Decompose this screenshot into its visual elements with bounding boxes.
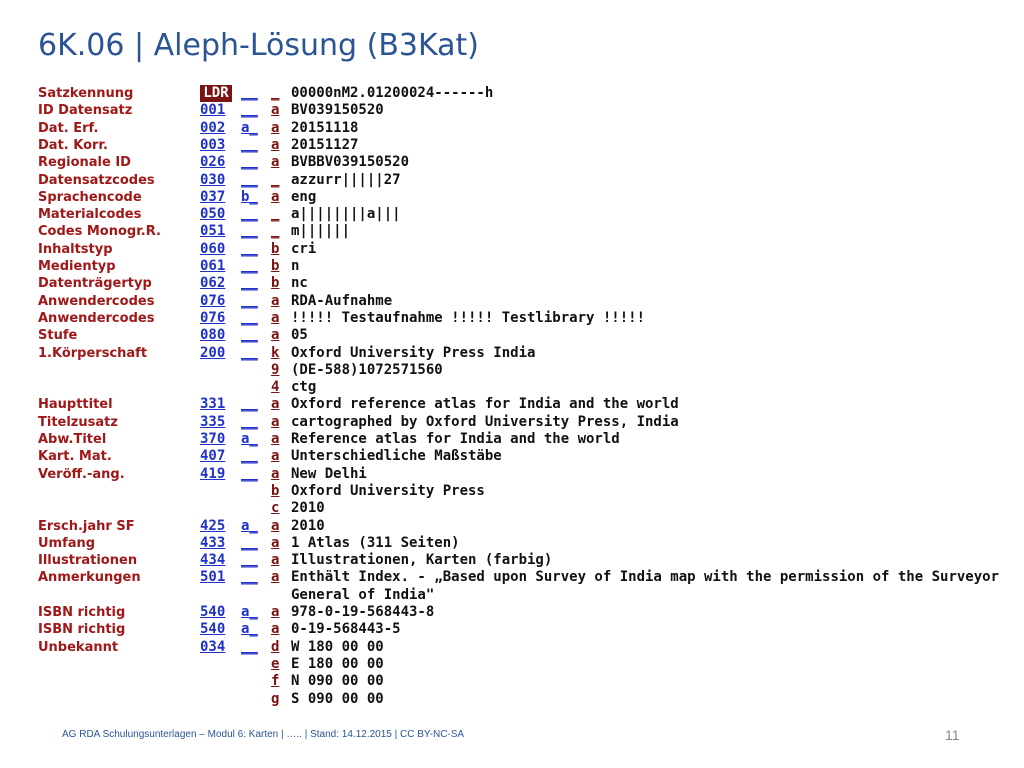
record-row <box>0 621 1024 638</box>
record-row <box>0 120 1024 137</box>
subfield-code-link[interactable]: e <box>271 655 280 672</box>
field-indicator-link[interactable]: __ <box>241 569 258 586</box>
field-tag-link[interactable]: 034 <box>200 638 226 655</box>
field-label: Stufe <box>38 328 78 344</box>
field-label: Regionale ID <box>38 155 131 171</box>
subfield-code-link[interactable]: _ <box>271 85 280 101</box>
field-indicator-link[interactable]: __ <box>241 327 258 344</box>
subfield-code-link[interactable]: a <box>271 517 280 534</box>
field-label: Materialcodes <box>38 207 142 223</box>
record-row <box>0 293 1024 310</box>
record-row <box>0 310 1024 327</box>
field-value: General of India" <box>291 586 435 603</box>
field-indicator-link[interactable]: __ <box>241 154 258 171</box>
field-indicator-link[interactable]: __ <box>241 206 258 223</box>
field-label: Sprachencode <box>38 189 142 205</box>
field-indicator-link[interactable]: a_ <box>241 431 258 447</box>
field-tag-link[interactable]: 026 <box>200 154 226 171</box>
field-tag-link[interactable]: 200 <box>200 344 226 361</box>
subfield-code-link[interactable]: a <box>271 621 280 638</box>
field-tag-link[interactable]: 051 <box>200 223 226 240</box>
field-value: !!!!! Testaufnahme !!!!! Testlibrary !!!!! <box>291 309 646 326</box>
subfield-code-link[interactable]: 9 <box>271 361 280 378</box>
field-indicator-link[interactable]: a_ <box>241 621 258 638</box>
field-label: ISBN richtig <box>38 605 126 620</box>
record-row <box>0 500 1024 517</box>
field-value: E 180 00 00 <box>291 655 384 672</box>
field-indicator-link[interactable]: __ <box>241 258 258 274</box>
subfield-code-link[interactable]: a <box>271 119 280 136</box>
subfield-code-link[interactable]: a <box>271 431 280 447</box>
record-row <box>0 206 1024 223</box>
subfield-code-link[interactable]: c <box>271 500 280 517</box>
field-tag-link[interactable]: 425 <box>200 517 226 534</box>
subfield-code-link[interactable]: a <box>271 465 280 482</box>
field-value: 1 Atlas (311 Seiten) <box>291 534 460 551</box>
field-tag-link[interactable]: 002 <box>200 119 226 136</box>
field-indicator-link[interactable]: __ <box>241 275 258 292</box>
record-row <box>0 483 1024 500</box>
field-label: Medientyp <box>38 259 116 274</box>
field-label: Abw.Titel <box>38 432 107 447</box>
field-value: azzurr|||||27 <box>291 171 401 188</box>
field-value: N 090 00 00 <box>291 673 384 690</box>
record-row <box>0 552 1024 569</box>
field-value: 00000nM2.01200024------h <box>291 85 494 101</box>
field-value: eng <box>291 188 317 205</box>
field-label: Titelzusatz <box>38 414 118 430</box>
record-row <box>0 639 1024 656</box>
page-number: 11 <box>945 727 960 743</box>
subfield-code-link[interactable]: a <box>271 552 280 569</box>
field-value: 20151127 <box>291 136 359 153</box>
record-row <box>0 154 1024 171</box>
field-value: 05 <box>291 327 308 344</box>
record-row <box>0 673 1024 690</box>
field-tag-link[interactable]: 433 <box>200 534 226 551</box>
record-row <box>0 656 1024 673</box>
field-tag-link[interactable]: LDR <box>200 85 232 102</box>
field-tag-link[interactable]: 419 <box>200 465 226 482</box>
slide-footer: AG RDA Schulungsunterlagen – Modul 6: Karten | ….. | Stand: 14.12.2015 | CC BY-NC-SA <box>62 729 465 740</box>
field-label: Inhaltstyp <box>38 241 113 257</box>
field-value: BVBBV039150520 <box>291 154 410 171</box>
record-row <box>0 345 1024 362</box>
field-label: Anmerkungen <box>38 570 141 586</box>
subfield-code-link[interactable]: a <box>271 569 280 586</box>
field-label: Illustrationen <box>38 553 138 569</box>
field-value: ctg <box>291 379 317 396</box>
field-label: Datenträgertyp <box>38 276 152 292</box>
subfield-code-link[interactable]: _ <box>271 223 280 240</box>
subfield-code-link[interactable]: b <box>271 240 280 257</box>
field-value: S 090 00 00 <box>291 690 384 707</box>
subfield-code-link[interactable]: a <box>271 188 280 205</box>
field-value: 0-19-568443-5 <box>291 621 401 638</box>
field-tag-link[interactable]: 050 <box>200 206 226 223</box>
record-row <box>0 172 1024 189</box>
record-row <box>0 379 1024 396</box>
field-indicator-link[interactable]: __ <box>241 309 258 326</box>
field-tag-link[interactable]: 540 <box>200 621 226 638</box>
record-row <box>0 604 1024 621</box>
subfield-code-link[interactable]: k <box>271 344 280 361</box>
record-row <box>0 569 1024 586</box>
subfield-code-link[interactable]: _ <box>271 206 280 223</box>
subfield-code-link[interactable]: 4 <box>271 379 280 396</box>
record-row <box>0 448 1024 465</box>
field-tag-link[interactable]: 076 <box>200 309 226 326</box>
field-value: cartographed by Oxford University Press, India <box>291 413 679 430</box>
subfield-code-link[interactable]: a <box>271 448 280 465</box>
record-row <box>0 396 1024 413</box>
subfield-code-link[interactable]: b <box>271 258 280 274</box>
field-tag-link[interactable]: 501 <box>200 569 226 586</box>
field-value: m|||||| <box>291 223 351 240</box>
field-indicator-link[interactable]: __ <box>241 448 258 465</box>
record-row <box>0 518 1024 535</box>
record-row <box>0 414 1024 431</box>
record-row <box>0 327 1024 344</box>
field-value: a||||||||a||| <box>291 206 401 223</box>
field-tag-link[interactable]: 061 <box>200 258 226 274</box>
subfield-code-link[interactable]: b <box>271 275 280 292</box>
record-row <box>0 137 1024 154</box>
field-indicator-link[interactable]: __ <box>241 102 258 119</box>
record-row <box>0 275 1024 292</box>
field-value: 20151118 <box>291 119 359 136</box>
field-value: Unterschiedliche Maßstäbe <box>291 448 502 465</box>
field-indicator-link[interactable]: __ <box>241 240 258 257</box>
subfield-code-link[interactable]: a <box>271 102 280 119</box>
field-indicator-link[interactable]: __ <box>241 344 258 361</box>
field-value: 2010 <box>291 517 325 534</box>
field-value: BV039150520 <box>291 102 384 119</box>
subfield-code-link[interactable]: a <box>271 136 280 153</box>
slide-title: 6K.06 | Aleph-Lösung (B3Kat) <box>38 28 479 63</box>
subfield-code-link[interactable]: f <box>271 673 280 690</box>
subfield-code-link[interactable]: a <box>271 534 280 551</box>
field-indicator-link[interactable]: __ <box>241 552 258 569</box>
field-label: Dat. Korr. <box>38 137 108 153</box>
field-tag-link[interactable]: 076 <box>200 292 226 309</box>
field-label: ISBN richtig <box>38 622 126 638</box>
record-row <box>0 85 1024 102</box>
record-row <box>0 691 1024 708</box>
field-label: Datensatzcodes <box>38 172 155 188</box>
field-tag-link[interactable]: 037 <box>200 188 226 205</box>
field-tag-link[interactable]: 060 <box>200 240 226 257</box>
field-label: Anwendercodes <box>38 293 155 309</box>
record-row <box>0 535 1024 552</box>
field-value: Oxford University Press <box>291 482 485 499</box>
field-label: Anwendercodes <box>38 310 155 326</box>
record-row <box>0 362 1024 379</box>
subfield-code-link[interactable]: g <box>271 690 280 707</box>
field-indicator-link[interactable]: __ <box>241 465 258 482</box>
field-indicator-link[interactable]: __ <box>241 85 258 101</box>
field-value: (DE-588)1072571560 <box>291 361 443 378</box>
field-indicator-link[interactable]: __ <box>241 413 258 430</box>
field-value: nc <box>291 275 308 292</box>
field-indicator-link[interactable]: __ <box>241 638 258 655</box>
field-tag-link[interactable]: 030 <box>200 171 226 188</box>
field-indicator-link[interactable]: a_ <box>241 604 258 620</box>
subfield-code-link[interactable]: d <box>271 638 280 655</box>
field-indicator-link[interactable]: b_ <box>241 188 258 205</box>
subfield-code-link[interactable]: a <box>271 309 280 326</box>
field-tag-link[interactable]: 080 <box>200 327 226 344</box>
field-label: Haupttitel <box>38 397 113 413</box>
field-value: 978-0-19-568443-8 <box>291 604 435 620</box>
field-indicator-link[interactable]: __ <box>241 292 258 309</box>
field-label: Dat. Erf. <box>38 120 99 136</box>
field-label: Satzkennung <box>38 86 134 101</box>
subfield-code-link[interactable]: a <box>271 413 280 430</box>
record-row <box>0 466 1024 483</box>
field-label: Ersch.jahr SF <box>38 518 135 534</box>
field-tag-link[interactable]: 540 <box>200 604 226 620</box>
field-indicator-link[interactable]: a_ <box>241 119 258 136</box>
record-row <box>0 431 1024 448</box>
field-label: 1.Körperschaft <box>38 345 148 361</box>
field-tag-link[interactable]: 062 <box>200 275 226 292</box>
subfield-code-link[interactable]: a <box>271 154 280 171</box>
subfield-code-link[interactable]: a <box>271 604 280 620</box>
field-tag-link[interactable]: 434 <box>200 552 226 569</box>
subfield-code-link[interactable]: a <box>271 292 280 309</box>
field-label: Codes Monogr.R. <box>38 224 161 240</box>
field-label: Veröff.-ang. <box>38 466 125 482</box>
field-value: Oxford University Press India <box>291 344 536 361</box>
field-label: ID Datensatz <box>38 103 133 119</box>
field-indicator-link[interactable]: a_ <box>241 517 258 534</box>
subfield-code-link[interactable]: a <box>271 396 280 413</box>
field-indicator-link[interactable]: __ <box>241 534 258 551</box>
field-value: Illustrationen, Karten (farbig) <box>291 552 553 569</box>
subfield-code-link[interactable]: a <box>271 327 280 344</box>
field-tag-link[interactable]: 331 <box>200 396 226 413</box>
field-value: RDA-Aufnahme <box>291 292 393 309</box>
field-label: Unbekannt <box>38 639 119 655</box>
record-row <box>0 241 1024 258</box>
field-value: Enthält Index. - „Based upon Survey of India map with the permission of the Surveyor <box>291 569 1000 586</box>
subfield-code-link[interactable]: b <box>271 482 280 499</box>
field-indicator-link[interactable]: __ <box>241 396 258 413</box>
field-indicator-link[interactable]: __ <box>241 171 258 188</box>
record-row <box>0 258 1024 275</box>
subfield-code-link[interactable]: _ <box>271 171 280 188</box>
field-value: 2010 <box>291 500 325 517</box>
record-row <box>0 587 1024 604</box>
field-tag-link[interactable]: 407 <box>200 448 226 465</box>
field-label: Umfang <box>38 535 96 551</box>
field-tag-link[interactable]: 003 <box>200 136 226 153</box>
record-row <box>0 102 1024 119</box>
field-value: Oxford reference atlas for India and the world <box>291 396 679 413</box>
record-row <box>0 189 1024 206</box>
field-label: Kart. Mat. <box>38 449 112 465</box>
field-value: New Delhi <box>291 465 367 482</box>
catalog-record <box>0 85 1024 710</box>
field-value: Reference atlas for India and the world <box>291 431 620 447</box>
field-tag-link[interactable]: 001 <box>200 102 226 119</box>
field-indicator-link[interactable]: __ <box>241 223 258 240</box>
field-tag-link[interactable]: 335 <box>200 413 226 430</box>
field-value: cri <box>291 240 317 257</box>
field-value: n <box>291 258 300 274</box>
field-value: W 180 00 00 <box>291 638 384 655</box>
record-row <box>0 223 1024 240</box>
field-tag-link[interactable]: 370 <box>200 431 226 447</box>
field-indicator-link[interactable]: __ <box>241 136 258 153</box>
